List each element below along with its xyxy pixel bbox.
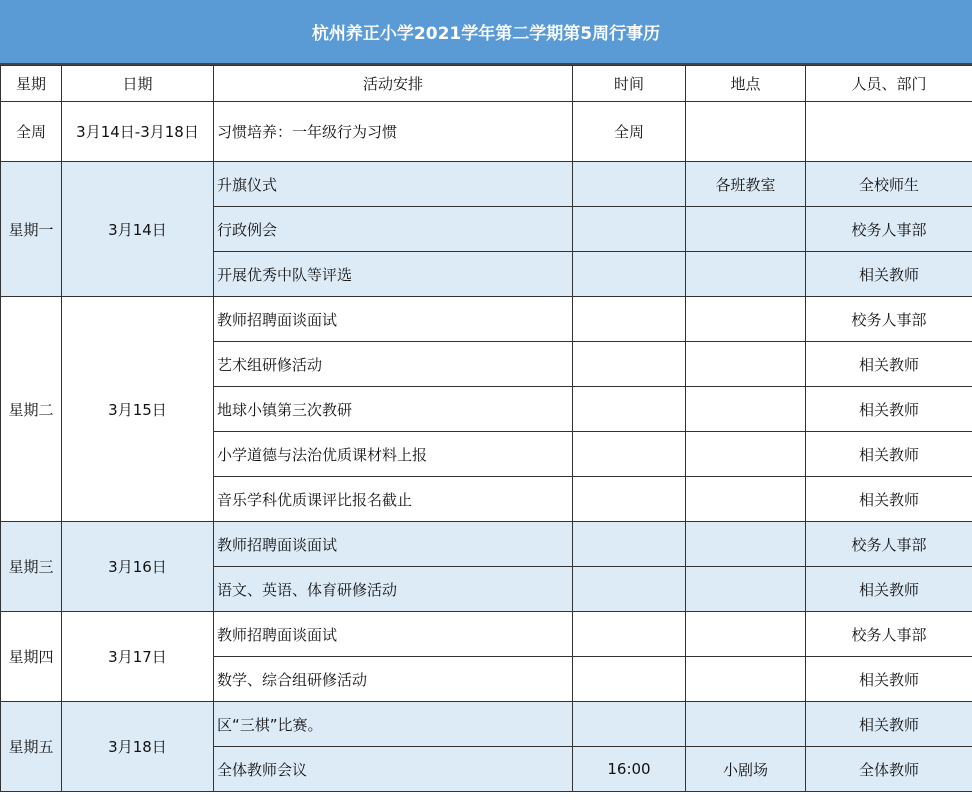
place-cell: [686, 297, 806, 342]
time-cell: [573, 657, 686, 702]
week-people: [806, 102, 972, 162]
time-cell: [573, 162, 686, 207]
header-row: [1, 66, 972, 102]
place-cell: [686, 657, 806, 702]
place-cell: [686, 612, 806, 657]
activity-cell: 地球小镇第三次教研: [214, 387, 573, 432]
time-cell: [573, 387, 686, 432]
time-cell: 16:00: [573, 747, 686, 792]
place-cell: [686, 702, 806, 747]
day-cell: 星期一: [1, 162, 62, 297]
place-cell: [686, 522, 806, 567]
time-cell: [573, 477, 686, 522]
place-cell: [686, 207, 806, 252]
place-cell: [686, 477, 806, 522]
people-cell: 相关教师: [806, 387, 972, 432]
date-cell: 3月16日: [62, 522, 214, 612]
time-cell: [573, 612, 686, 657]
place-cell: [686, 342, 806, 387]
time-cell: [573, 522, 686, 567]
place-cell: [686, 387, 806, 432]
activity-cell: 升旗仪式: [214, 162, 573, 207]
time-cell: [573, 567, 686, 612]
activity-cell: 音乐学科优质课评比报名截止: [214, 477, 573, 522]
people-cell: 相关教师: [806, 342, 972, 387]
activity-cell: 数学、综合组研修活动: [214, 657, 573, 702]
header-time: 时间: [573, 66, 686, 102]
time-cell: [573, 342, 686, 387]
people-cell: 校务人事部: [806, 207, 972, 252]
activity-cell: 开展优秀中队等评选: [214, 252, 573, 297]
time-cell: [573, 252, 686, 297]
week-time: 全周: [573, 102, 686, 162]
day-cell: 星期二: [1, 297, 62, 522]
people-cell: 校务人事部: [806, 522, 972, 567]
people-cell: 相关教师: [806, 657, 972, 702]
date-cell: 3月15日: [62, 297, 214, 522]
time-cell: [573, 207, 686, 252]
people-cell: 相关教师: [806, 567, 972, 612]
date-cell: 3月14日: [62, 162, 214, 297]
week-day: 全周: [1, 102, 62, 162]
time-cell: [573, 702, 686, 747]
activity-cell: 教师招聘面谈面试: [214, 612, 573, 657]
table-row: [1, 702, 972, 747]
day-cell: 星期三: [1, 522, 62, 612]
time-cell: [573, 297, 686, 342]
week-date: 3月14日-3月18日: [62, 102, 214, 162]
header-date: 日期: [62, 66, 214, 102]
people-cell: 全体教师: [806, 747, 972, 792]
header-day: 星期: [1, 66, 62, 102]
day-cell: 星期四: [1, 612, 62, 702]
activity-cell: 语文、英语、体育研修活动: [214, 567, 573, 612]
day-cell: 星期五: [1, 702, 62, 792]
activity-cell: 小学道德与法治优质课材料上报: [214, 432, 573, 477]
people-cell: 校务人事部: [806, 612, 972, 657]
activity-cell: 教师招聘面谈面试: [214, 522, 573, 567]
people-cell: 相关教师: [806, 477, 972, 522]
people-cell: 校务人事部: [806, 297, 972, 342]
activity-cell: 艺术组研修活动: [214, 342, 573, 387]
schedule-table: [0, 65, 972, 792]
week-row: [1, 102, 972, 162]
week-activity: 习惯培养：一年级行为习惯: [214, 102, 573, 162]
date-cell: 3月18日: [62, 702, 214, 792]
people-cell: 全校师生: [806, 162, 972, 207]
place-cell: [686, 567, 806, 612]
table-row: [1, 522, 972, 567]
table-row: [1, 162, 972, 207]
place-cell: 小剧场: [686, 747, 806, 792]
header-place: 地点: [686, 66, 806, 102]
time-cell: [573, 432, 686, 477]
activity-cell: 行政例会: [214, 207, 573, 252]
activity-cell: 教师招聘面谈面试: [214, 297, 573, 342]
table-row: [1, 612, 972, 657]
place-cell: 各班教室: [686, 162, 806, 207]
activity-cell: 区“三棋”比赛。: [214, 702, 573, 747]
people-cell: 相关教师: [806, 432, 972, 477]
place-cell: [686, 252, 806, 297]
header-activity: 活动安排: [214, 66, 573, 102]
table-row: [1, 297, 972, 342]
activity-cell: 全体教师会议: [214, 747, 573, 792]
week-place: [686, 102, 806, 162]
people-cell: 相关教师: [806, 702, 972, 747]
date-cell: 3月17日: [62, 612, 214, 702]
page-title: 杭州养正小学2021学年第二学期第5周行事历: [0, 0, 972, 65]
header-people: 人员、部门: [806, 66, 972, 102]
people-cell: 相关教师: [806, 252, 972, 297]
place-cell: [686, 432, 806, 477]
